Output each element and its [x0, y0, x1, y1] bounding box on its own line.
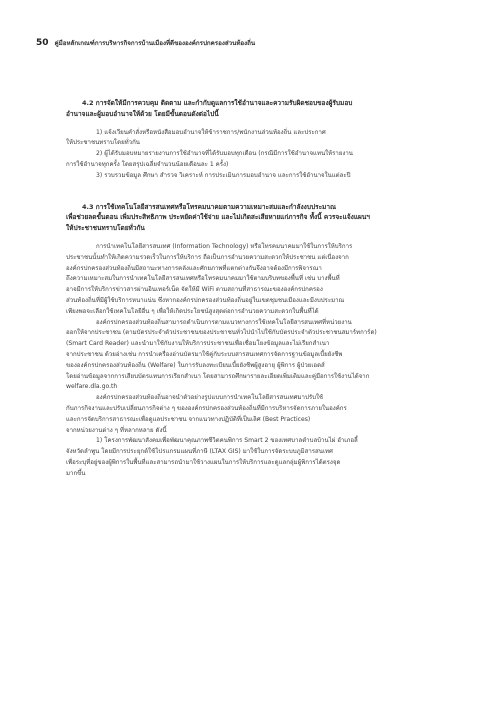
paragraph-item-2: 2) ผู้ได้รับมอบหมายรายงานการใช้อำนาจที่ได้รับมอบทุกเดือน (กรณีมีการใช้อำนาจแทนให้รายงาน การใช้อำนาจทุกครั้ง โดยสรุปเฉลี่ยจำนวนน้อยเดือนละ 1 ครั้ง) — [66, 150, 353, 168]
paragraph-smart-card: องค์กรปกครองส่วนท้องถิ่นสามารถดำเนินการตามแนวทางการใช้เทคโนโลยีสารสนเทศที่หน่วยงาน ออกให้จากประชาชน (ตามบัตรประจำตัวประชาชนของประชาชนทั่วไปนำไปใช้กับบัตรประจำตัวประชาชนสมาร์ทการ์ด) (Smart Card Reader) และนำมาใช้กับงานให้บริการประชาชนเพื่อเชื่อมโยงข้อมูลและไม่เรียกสำเนา จากประชาชน ด้วยอ่างเช่น การนำเครื่องอ่านบัตรมาใช้คู่กับระบบสารสนเทศการจัดการฐานข้อมูลเบี้ยยังชีพ ขององค์กรปกครองส่วนท้องถิ่น (Welfare) ในการรับลงทะเบียนเบี้ยยังชีพผู้สูงอายุ ผู้พิการ ผู้ป่วยเอดส์ โดยอ่านข้อมูลจากการเสียบบัตรแทนการเรียกสำเนา โดยสามารถศึกษารายละเอียดเพิ่มเติมและคู่มือการใช้งานได้จาก welfare.dla.go.th — [66, 318, 377, 391]
page-body — [66, 98, 458, 480]
paragraph-item-1: 1) แจ้งเวียนคำสั่งหรือหนังสือมอบอำนาจให้ข้าราชการ/พนักงานส่วนท้องถิ่น และประกาศ ให้ประชาชนทราบโดยทั่วกัน — [66, 128, 326, 147]
paragraph-example-1: 1) โครงการพัฒนาสังคมเพื่อพัฒนาคุณภาพชีวิตคนพิการ Smart 2 ของเทศบาลตำบลบ้านไผ่ อำเภอลี้ จังหวัดลำพูน โดยมีการประยุกต์ใช้โปรแกรมแผนที่ภาษี (LTAX GIS) มาใช้ในการจัดระบบภูมิสารสนเทศ เพื่อระบุที่อยู่ของผู้พิการในพื้นที่และสามารถนำมาใช้วางแผนในการให้บริการและดูแลกลุ่มผู้พิการได้ตรงจุด มากขึ้น — [66, 437, 358, 477]
page-header — [36, 38, 457, 52]
section-heading-4-2: 4.2 การจัดให้มีการควบคุม ติดตาม และกำกับดูแลการใช้อำนาจและความรับผิดชอบของผู้รับมอบ อำนาจและผู้มอบอำนาจให้ด้วย โดยมีขั้นตอนดังต่อไปนี้ — [66, 99, 353, 118]
page-number: 50 — [36, 38, 49, 48]
welfare-url: welfare.dla.go.th — [66, 383, 118, 391]
paragraph-item-3: 3) รวบรวมข้อมูล ศึกษา สำรวจ วิเคราะห์ การประเมินการมอบอำนาจ และการใช้อำนาจในแต่ละปี — [96, 171, 351, 179]
paragraph-best-practices: องค์กรปกครองส่วนท้องถิ่นอาจนำตัวอย่างรูปแบบการนำเทคโนโลยีสารสนเทศมาปรับใช้ กับภารกิจงานและปรับเปลี่ยนภารกิจต่าง ๆ ขององค์กรปกครองส่วนท้องถิ่นที่มีการบริหารจัดการภายในองค์กร และการจัดบริการสาธารณะเพื่อดูแลประชาชน จากแนวทางปฏิบัติที่เป็นเลิศ (Best Practices) จากหน่วยงานต่าง ๆ ที่หลากหลาย ดังนี้ — [66, 394, 347, 434]
running-title: คู่มือหลักเกณฑ์การบริหารกิจการบ้านเมืองที่ดีขององค์กรปกครองส่วนท้องถิ่น — [54, 40, 256, 47]
section-heading-4-3: 4.3 การใช้เทคโนโลยีสารสนเทศหรือโทรคมนาคมตามความเหมาะสมและกำลังงบประมาณ เพื่อช่วยลดขั้นตอน เพิ่มประสิทธิภาพ ประหยัดค่าใช้จ่าย และไม่เกิดสะเสียหายแก่ภารกิจ ทั้งนี้ ควรจะแจ้งแผนฯ ให้ประชาชนทราบโดยทั่วกัน — [66, 202, 370, 233]
paragraph-it-intro: การนำเทคโนโลยีสารสนเทศ (Information Technology) หรือโทรคมนาคมมาใช้ในการให้บริการ ประชาชนนั้นทำให้เกิดความรวดเร็วในการให้บริการ ถือเป็นการอำนวยความสะดวกให้ประชาชน แต่เนื่องจาก องค์กรปกครองส่วนท้องถิ่นมีสถานะทางการคลังและศักยภาพที่แตกต่างกันจึงอาจต้องมีการพิจารณา ถึงความเหมาะสมในการนำเทคโนโลยีสารสนเทศหรือโทรคมนาคมมาใช้ตามบริบทของพื้นที่ เช่น บางพื้นที่ อาจมีการให้บริการข่าวสารผ่านอินเทอร์เน็ต จัดให้มี WiFi ตามสถานที่สาธารณะขององค์กรปกครอง ส่วนท้องถิ่นที่มีผู้ใช้บริการหนาแน่น ซึ่งหากองค์กรปกครองส่วนท้องถิ่นอยู่ในเขตชุมชนเมืองและมีงบประมาณ เพียงพอจะเลือกใช้เทคโนโลยีอื่น ๆ เพื่อให้เกิดประโยชน์สูงสุดต่อการอำนวยความสะดวกในพื้นที่ได้ — [66, 242, 353, 315]
